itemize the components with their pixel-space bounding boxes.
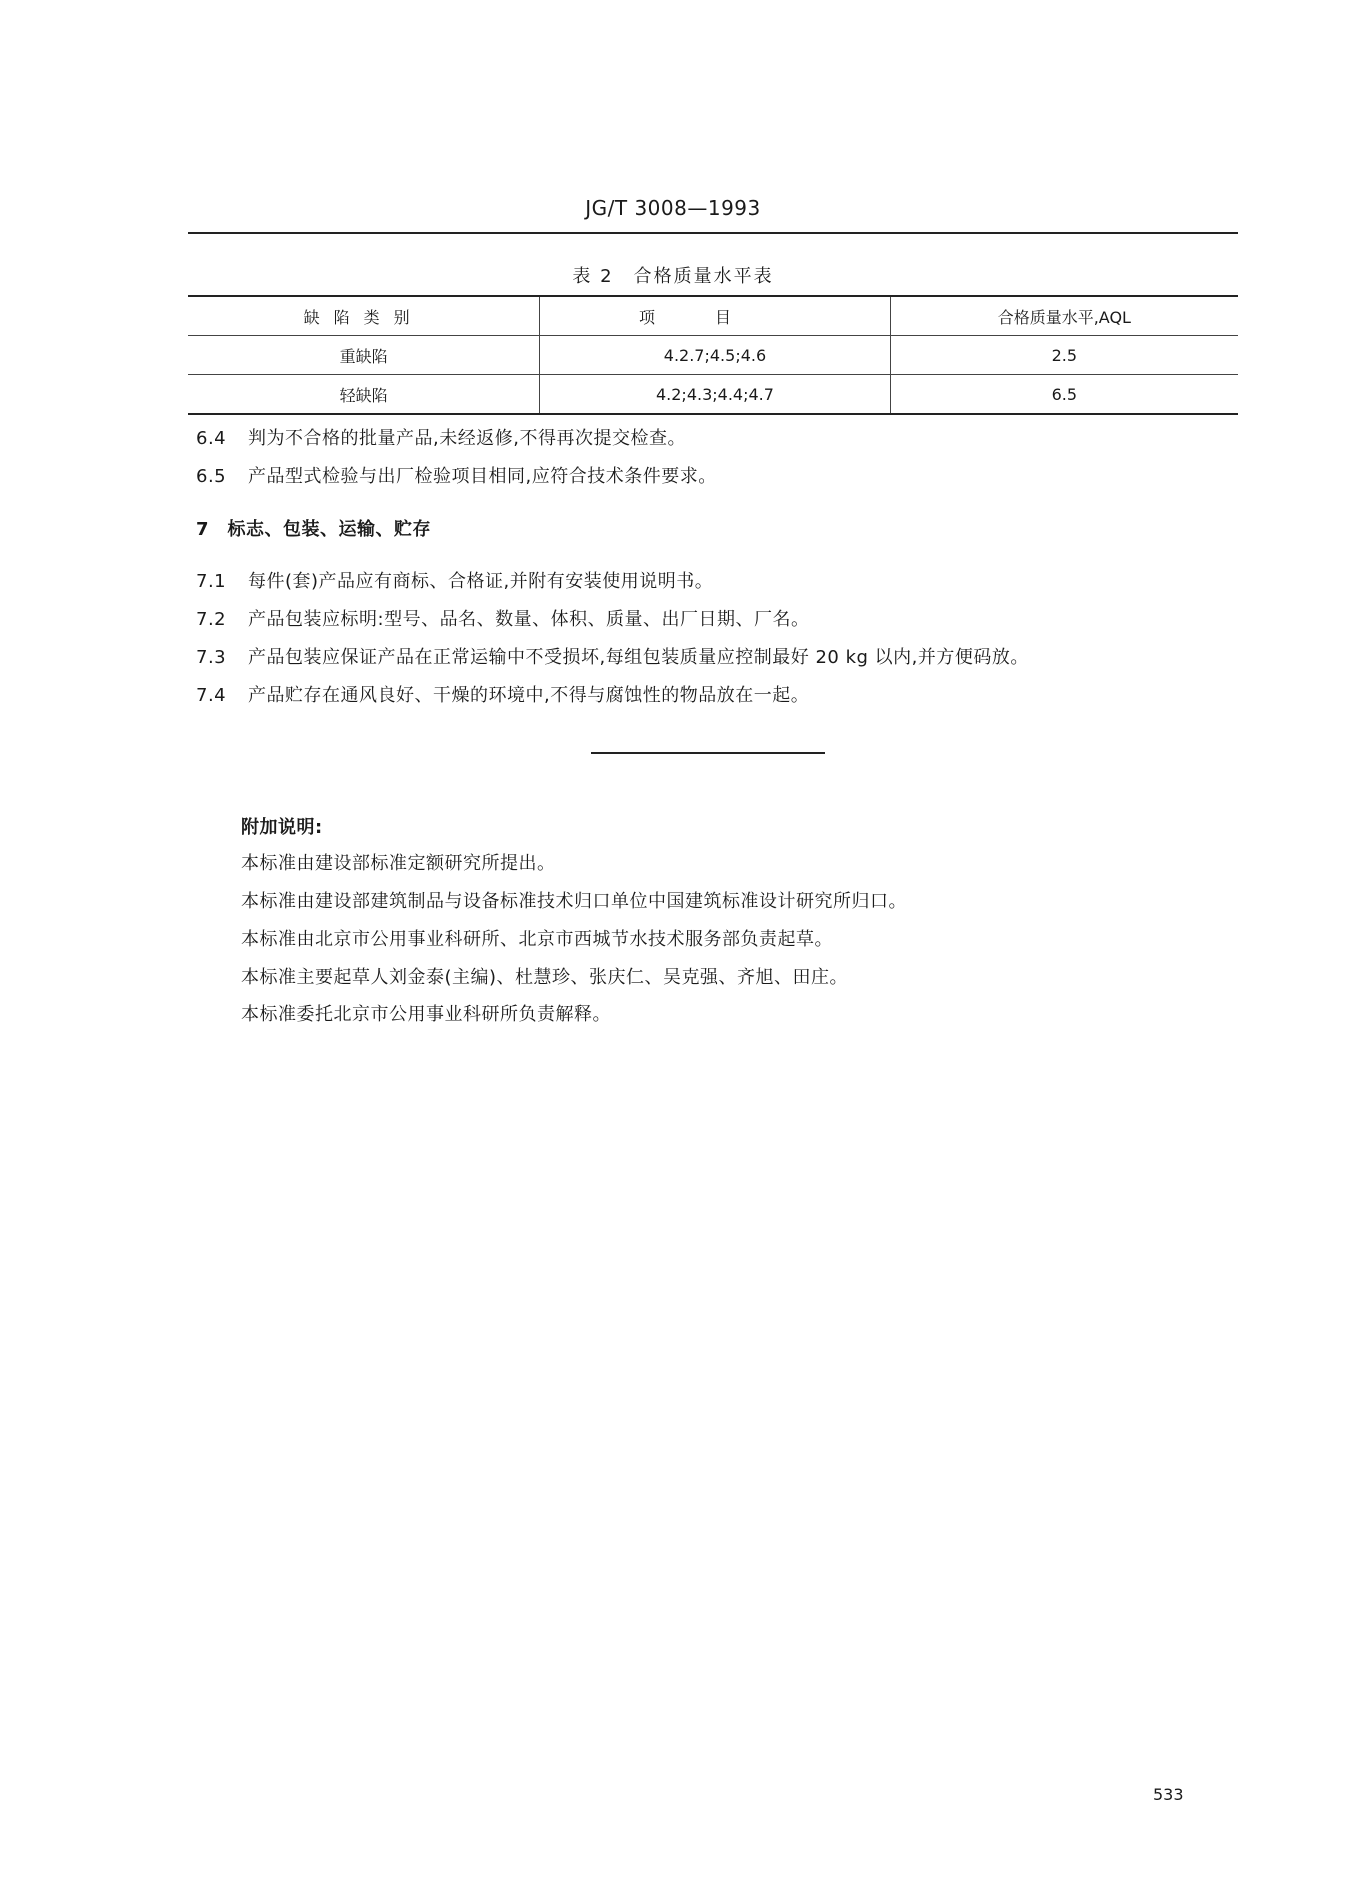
page-number: 533: [1153, 1785, 1184, 1804]
note-line: 本标准由北京市公用事业科研所、北京市西城节水技术服务部负责起草。: [241, 929, 833, 950]
section-7-title: 7 标志、包装、运输、贮存: [196, 519, 432, 540]
clause-number: 7.4: [196, 685, 227, 706]
table-header-row: [188, 296, 1238, 336]
cell-item: 4.2;4.3;4.4;4.7: [540, 375, 890, 415]
header-rule: [188, 232, 1238, 234]
table-row: [188, 375, 1238, 415]
clause-number: 7.2: [196, 609, 227, 630]
note-line: 本标准委托北京市公用事业科研所负责解释。: [241, 1004, 611, 1025]
clause-7-4: [196, 681, 809, 707]
clause-7-1: [196, 567, 713, 593]
clause-number: 7.3: [196, 647, 227, 668]
section-divider: [591, 752, 825, 754]
clause-text: 产品贮存在通风良好、干燥的环境中,不得与腐蚀性的物品放在一起。: [248, 685, 810, 706]
cell-item: 4.2.7;4.5;4.6: [540, 336, 890, 375]
clause-text: 判为不合格的批量产品,未经返修,不得再次提交检查。: [248, 428, 686, 449]
col-header-defect-class: 缺陷类别: [188, 296, 540, 336]
col-header-item: 项目: [540, 296, 890, 336]
clause-number: 6.4: [196, 428, 227, 449]
cell-defect-class: 轻缺陷: [188, 375, 540, 415]
table-row: [188, 336, 1238, 375]
clause-text: 产品型式检验与出厂检验项目相同,应符合技术条件要求。: [248, 466, 717, 487]
clause-number: 7.1: [196, 571, 227, 592]
note-line: 本标准由建设部建筑制品与设备标准技术归口单位中国建筑标准设计研究所归口。: [241, 891, 907, 912]
notes-title: 附加说明:: [241, 817, 323, 838]
cell-defect-class: 重缺陷: [188, 336, 540, 375]
clause-text: 每件(套)产品应有商标、合格证,并附有安装使用说明书。: [248, 571, 714, 592]
standard-code: JG/T 3008—1993: [585, 196, 761, 220]
clause-text: 产品包装应保证产品在正常运输中不受损坏,每组包装质量应控制最好 20 kg 以内,并方便码放。: [248, 647, 1029, 668]
table-caption: 表 2 合格质量水平表: [572, 266, 774, 287]
cell-aql: 2.5: [1051, 345, 1078, 365]
cell-aql: 6.5: [1051, 384, 1078, 404]
clause-7-3: [196, 643, 1029, 669]
note-line: 本标准由建设部标准定额研究所提出。: [241, 853, 556, 874]
note-line: 本标准主要起草人刘金泰(主编)、杜慧珍、张庆仁、吴克强、齐旭、田庄。: [241, 967, 849, 988]
clause-6-5: [196, 462, 717, 488]
quality-level-table: [188, 295, 1238, 415]
clause-6-4: [196, 424, 686, 450]
clause-number: 6.5: [196, 466, 227, 487]
clause-7-2: [196, 605, 810, 631]
clause-text: 产品包装应标明:型号、品名、数量、体积、质量、出厂日期、厂名。: [248, 609, 810, 630]
col-header-aql: 合格质量水平,AQL: [997, 307, 1131, 327]
